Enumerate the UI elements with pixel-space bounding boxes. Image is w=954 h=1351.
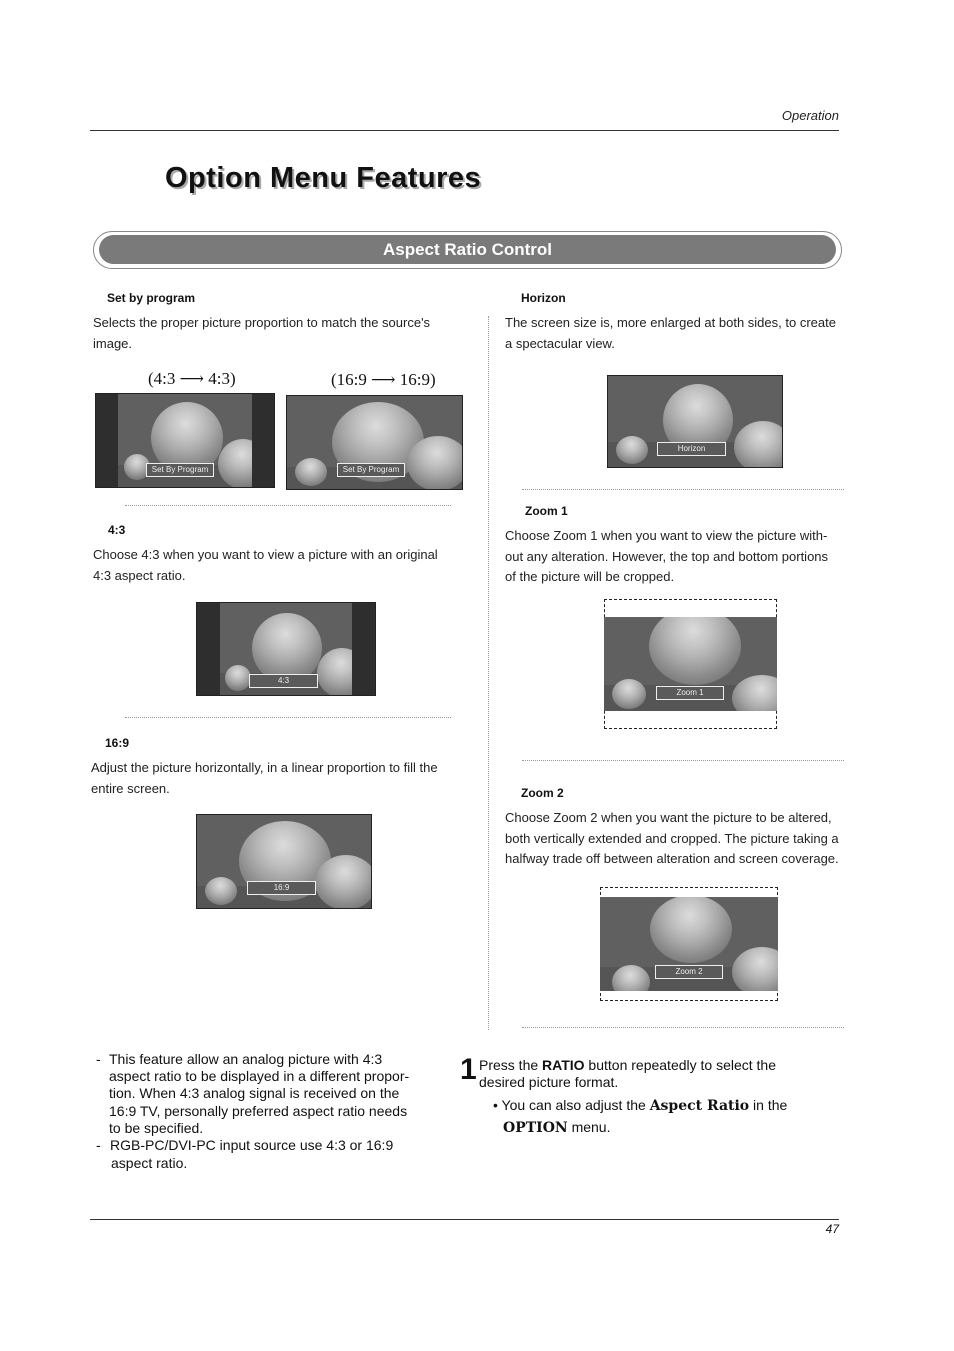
section-name: Operation	[781, 108, 839, 123]
option-menu-name: OPTION	[503, 1120, 568, 1136]
caption-b-from: (16:9	[331, 370, 367, 389]
screen-169	[196, 814, 372, 909]
zoom1-heading: Zoom 1	[525, 504, 568, 518]
r43-osd-label: 4:3	[249, 674, 318, 688]
caption-a-from: (4:3	[148, 369, 176, 388]
bullet-post: in the	[749, 1097, 788, 1113]
screen-set-by-program-43	[95, 393, 275, 488]
zoom2-heading: Zoom 2	[521, 786, 564, 800]
r169-osd-label: 16:9	[247, 881, 316, 895]
screen-zoom2	[600, 897, 778, 991]
divider-dots	[522, 1027, 844, 1028]
set-by-program-heading: Set by program	[107, 291, 196, 305]
zoom1-text-1: Choose Zoom 1 when you want to view the picture with-	[505, 528, 828, 543]
horizon-text-1: The screen size is, more enlarged at both sides, to create	[505, 315, 836, 330]
horizon-osd-label: Horizon	[657, 442, 726, 456]
column-divider	[488, 316, 489, 1030]
caption-43-to-43	[148, 369, 236, 389]
note-1-line-4: 16:9 TV, personally preferred aspect ratio needs	[109, 1103, 408, 1119]
zoom1-text-2: out any alteration. However, the top and bottom portions	[505, 549, 829, 564]
header-rule	[90, 130, 839, 131]
screen-horizon	[607, 375, 783, 468]
divider-dots	[125, 717, 451, 718]
menu-post: menu.	[567, 1119, 611, 1135]
divider-dots	[522, 489, 844, 490]
footer-rule	[90, 1219, 839, 1220]
set-by-program-text-2: image.	[93, 336, 133, 351]
note-1-line-3: tion. When 4:3 analog signal is received on the	[109, 1085, 400, 1101]
divider-dots	[125, 505, 451, 506]
ratio-button-name: RATIO	[542, 1057, 585, 1073]
r169-text-2: entire screen.	[91, 781, 170, 796]
set-by-program-osd-label: Set By Program	[146, 463, 214, 477]
step-line-2: desired picture format.	[479, 1074, 619, 1090]
zoom2-text-2: both vertically extended and cropped. The picture taking a	[505, 831, 839, 846]
r43-text-1: Choose 4:3 when you want to view a picture with an original	[93, 547, 438, 562]
screen-zoom1	[604, 617, 777, 711]
note-2-line-2: aspect ratio.	[111, 1155, 188, 1171]
page-number: 47	[825, 1222, 839, 1236]
aspect-ratio-menu-name: Aspect Ratio	[649, 1098, 750, 1114]
step-number: 1	[460, 1053, 477, 1086]
horizon-heading: Horizon	[521, 291, 566, 305]
note-1-line-5: to be specified.	[109, 1120, 204, 1136]
arrow-right-icon: ⟶	[179, 369, 205, 388]
zoom1-osd-label: Zoom 1	[656, 686, 724, 700]
horizon-text-2: a spectacular view.	[505, 336, 615, 351]
note-1-line-1: This feature allow an analog picture with 4:3	[109, 1051, 383, 1067]
step-bullet	[493, 1097, 787, 1115]
zoom2-text-3: halfway trade off between alteration and screen coverage.	[505, 851, 839, 866]
r169-text-1: Adjust the picture horizontally, in a linear proportion to fill the	[91, 760, 438, 775]
divider-dots	[522, 760, 844, 761]
zoom2-text-1: Choose Zoom 2 when you want the picture to be altered,	[505, 810, 832, 825]
note-dash-1: -	[96, 1051, 101, 1067]
zoom2-osd-label: Zoom 2	[655, 965, 723, 979]
r43-text-2: 4:3 aspect ratio.	[93, 568, 186, 583]
caption-a-to: 4:3)	[208, 369, 236, 388]
caption-b-to: 16:9)	[399, 370, 436, 389]
set-by-program-osd-label-2: Set By Program	[337, 463, 405, 477]
screen-set-by-program-169	[286, 395, 463, 490]
r169-heading: 16:9	[105, 736, 130, 750]
set-by-program-text-1: Selects the proper picture proportion to match the source's	[93, 315, 431, 330]
note-2-line-1: RGB-PC/DVI-PC input source use 4:3 or 16:9	[110, 1137, 394, 1153]
zoom1-text-3: of the picture will be cropped.	[505, 569, 675, 584]
arrow-right-icon: ⟶	[371, 370, 396, 389]
step-bullet-line-2	[503, 1119, 611, 1137]
bullet-pre: • You can also adjust the	[493, 1097, 650, 1113]
r43-heading: 4:3	[108, 523, 126, 537]
step-post: button repeatedly to select the	[584, 1057, 777, 1073]
note-dash-2: -	[96, 1137, 101, 1153]
step-pre: Press the	[479, 1057, 543, 1073]
page-title: Option Menu Features	[165, 162, 482, 194]
screen-43	[196, 602, 376, 696]
note-1-line-2: aspect ratio to be displayed in a different propor-	[109, 1068, 410, 1084]
section-banner: Aspect Ratio Control	[99, 235, 836, 264]
step-line-1	[479, 1057, 776, 1074]
caption-169-to-169	[331, 370, 436, 390]
